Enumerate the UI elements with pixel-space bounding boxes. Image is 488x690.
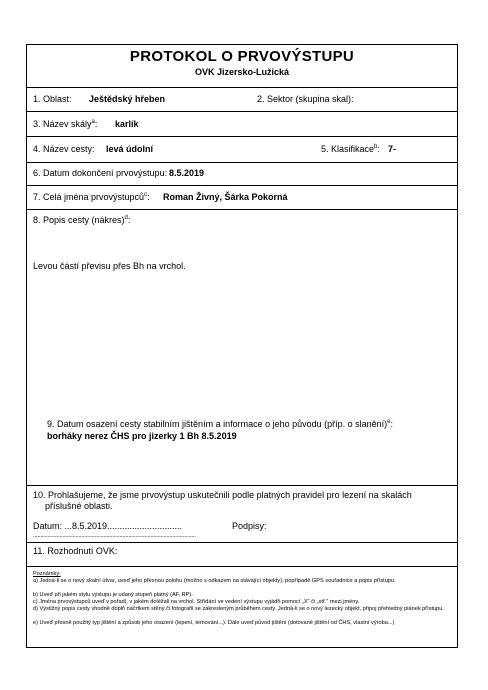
row-description bbox=[27, 210, 457, 486]
description-label: 8. Popis cesty (nákres)$^d$: bbox=[33, 215, 131, 225]
sector-label: 2. Sektor (skupina skal): bbox=[257, 94, 354, 104]
signature-label: Podpisy: bbox=[232, 521, 267, 531]
note-item: c) Jména prvovýstupců uveď v pořadí, v jakém doléžali na vrchol. Střídání ve vedení výstupu vyjádři pomocí „X" či „stř." mezi jmény. bbox=[33, 599, 360, 605]
rock-label: 3. Název skály$^a$: bbox=[33, 119, 98, 129]
declaration-line2: příslušné oblasti. bbox=[45, 501, 113, 511]
climbers-label: 7. Celá jména prvovýstupců$^c$: bbox=[33, 192, 150, 202]
row-declaration bbox=[27, 486, 457, 543]
protection-label: 9. Datum osazení cesty stabilním jištěním a informace o jeho původu (příp. o slanění)$^e$: bbox=[47, 419, 394, 429]
area-value: Ještědský hřeben bbox=[89, 94, 166, 104]
area-label: 1. Oblast: bbox=[33, 94, 72, 104]
date-label: 6. Datum dokončení prvovýstupu: bbox=[33, 168, 168, 178]
row-climbers bbox=[27, 186, 457, 210]
note-item: e) Uveď přesně použitý typ jištění a způsob jeho osazení (lepení, temování...). Dále uveď původ jištění (dotované jištění od ČHS, vlastní výroba...) bbox=[33, 620, 395, 626]
note-item: a) Jedná-li se o nový skalní útvar, uveď jeho přesnou polohu (možno s odkazem na stávající objekty), popřípadě GPS souřadnice a popis přístupu. bbox=[33, 578, 396, 584]
climbers-value: Roman Živný, Šárka Pokorná bbox=[163, 192, 288, 202]
notes-heading: Poznámky: bbox=[33, 571, 61, 577]
grade-label: 5. Klasifikace$^b$: bbox=[321, 144, 380, 154]
notes-section bbox=[27, 571, 457, 647]
form-subtitle: OVK Jizersko-Lužická bbox=[194, 67, 290, 77]
form-title: PROTOKOL O PRVOVÝSTUPU bbox=[129, 48, 355, 65]
declaration-date: Datum: ...8.5.2019.............................. bbox=[33, 521, 183, 531]
row-route-grade bbox=[27, 137, 457, 163]
grade-value: 7- bbox=[388, 144, 397, 154]
protection-value: borháky nerez ČHS pro jizerky 1 Bh 8.5.2019 bbox=[47, 431, 237, 441]
form-header bbox=[27, 45, 457, 88]
rock-value: karlík bbox=[115, 119, 139, 129]
date-value: 8.5.2019 bbox=[169, 168, 205, 178]
row-area-sector bbox=[27, 88, 457, 112]
row-date bbox=[27, 163, 457, 186]
note-item: b) Uveď při jakém stylu výstupu je udaný stupeň platný (AF, RP). bbox=[33, 592, 193, 598]
declaration-dots: ............................................................................................................... bbox=[33, 533, 196, 539]
description-value: Levou částí převisu přes Bh na vrchol. bbox=[33, 261, 186, 271]
route-label: 4. Název cesty: bbox=[33, 144, 95, 154]
row-decision bbox=[27, 543, 457, 567]
protocol-form bbox=[26, 44, 458, 648]
declaration-line1: 10. Prohlašujeme, že jsme prvovýstup uskutečnili podle platných pravidel pro lezení na skalách bbox=[33, 490, 412, 500]
decision-label: 11. Rozhodnutí OVK: bbox=[33, 546, 118, 556]
route-value: levá údolní bbox=[106, 144, 154, 154]
row-rock bbox=[27, 112, 457, 137]
note-item: d) Výstižný popis cesty vhodně doplň náčrtkem stěny či fotografií se zakresleným průběhem cesty. Jedná-li se o nový lezecký objekt, připoj přehledný plánek přístupu. bbox=[33, 606, 444, 612]
